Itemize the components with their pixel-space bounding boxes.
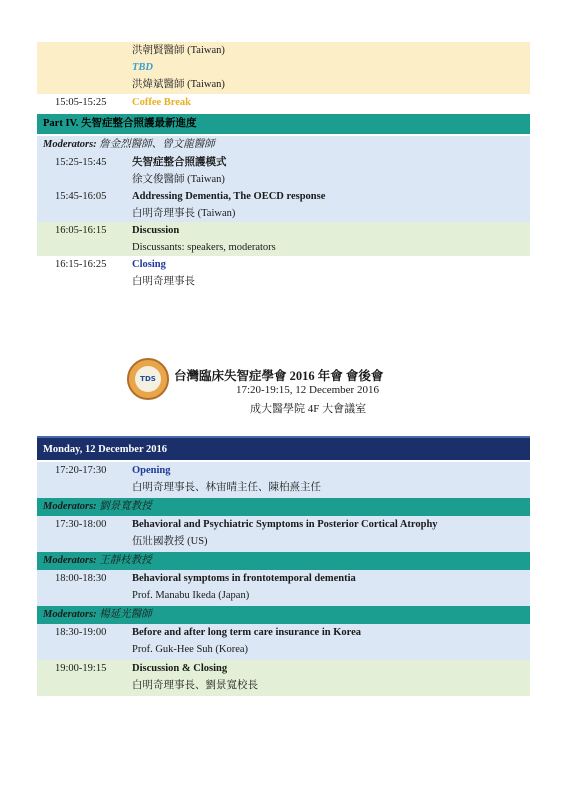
session-title: Addressing Dementia, The OECD response — [132, 191, 326, 202]
session-time: 17:20-17:30 — [55, 465, 107, 476]
session-time: 15:05-15:25 — [55, 97, 107, 108]
moderators-label: Moderators: — [43, 501, 97, 512]
part4-heading: Part IV. 失智症整合照護最新進度 — [37, 114, 530, 134]
opening-row — [37, 462, 530, 498]
session-speaker: Prof. Guk-Hee Suh (Korea) — [132, 644, 249, 655]
session-title: Behavioral and Psychiatric Symptoms in Posterior Cortical Atrophy — [132, 519, 438, 530]
session-speaker: 白明奇理事長、劉景寬校長 — [132, 680, 258, 691]
session-title: Before and after long term care insurance in Korea — [132, 627, 362, 638]
session-speaker: 白明奇理事長 (Taiwan) — [132, 208, 236, 219]
tbd-label: TBD — [132, 62, 153, 73]
moderators-label: Moderators: — [43, 555, 97, 566]
moderators-names: 楊延光醫師 — [99, 609, 152, 620]
monday-section — [37, 436, 530, 696]
monday-heading: Monday, 12 December 2016 — [37, 436, 530, 460]
session-row — [37, 624, 530, 660]
session-time: 18:00-18:30 — [55, 573, 107, 584]
session-row — [37, 188, 530, 222]
part4-moderators — [37, 136, 530, 154]
session-time: 17:30-18:00 — [55, 519, 107, 530]
session-time: 16:15-16:25 — [55, 259, 107, 270]
session-speaker: 徐文俊醫師 (Taiwan) — [132, 174, 225, 185]
speaker-2: 洪煒斌醫師 (Taiwan) — [132, 79, 225, 90]
session-row — [37, 256, 530, 290]
session-title: Behavioral symptoms in frontotemporal dementia — [132, 573, 356, 584]
logo-text: TDS — [135, 366, 161, 392]
session-speaker: 白明奇理事長、林宙晴主任、陳柏熹主任 — [132, 482, 321, 493]
event-venue: 成大醫學院 4F 大會議室 — [250, 403, 367, 415]
session-row — [37, 222, 530, 256]
session-title: Discussion — [132, 225, 180, 236]
session-speaker: 伍壯國教授 (US) — [132, 536, 208, 547]
session-row — [37, 516, 530, 552]
tds-logo — [127, 358, 169, 400]
event-title: 台灣臨床失智症學會 2016 年會 會後會 — [174, 369, 384, 383]
moderators-bar — [37, 606, 530, 624]
session-title: 失智症整合照護模式 — [132, 157, 227, 168]
session-row — [37, 154, 530, 188]
speaker-1: 洪朝賢醫師 (Taiwan) — [132, 45, 225, 56]
session-speaker: 白明奇理事長 — [132, 276, 195, 287]
moderators-names: 劉景寬教授 — [99, 501, 152, 512]
closing-row — [37, 660, 530, 696]
coffee-break-label: Coffee Break — [132, 97, 191, 108]
session-time: 16:05-16:15 — [55, 225, 107, 236]
session-title: Opening — [132, 465, 171, 476]
moderators-names: 詹金烈醫師、曾文龍醫師 — [99, 139, 215, 150]
coffee-break-row — [37, 94, 530, 112]
session-time: 19:00-19:15 — [55, 663, 107, 674]
moderators-label: Moderators: — [43, 139, 97, 150]
session-row — [37, 570, 530, 606]
session-time: 15:25-15:45 — [55, 157, 107, 168]
event-time: 17:20-19:15, 12 December 2016 — [236, 384, 379, 396]
moderators-names: 王靜枝教授 — [99, 555, 152, 566]
session-speaker: Prof. Manabu Ikeda (Japan) — [132, 590, 250, 601]
session-time: 18:30-19:00 — [55, 627, 107, 638]
session-title: Discussion & Closing — [132, 663, 228, 674]
part3-continuation — [37, 42, 530, 112]
speakers-row — [37, 42, 530, 94]
moderators-bar — [37, 498, 530, 516]
moderators-label: Moderators: — [43, 609, 97, 620]
moderators-bar — [37, 552, 530, 570]
session-time: 15:45-16:05 — [55, 191, 107, 202]
session-speaker: Discussants: speakers, moderators — [132, 242, 276, 253]
part4-section — [37, 114, 530, 290]
session-title: Closing — [132, 259, 166, 270]
